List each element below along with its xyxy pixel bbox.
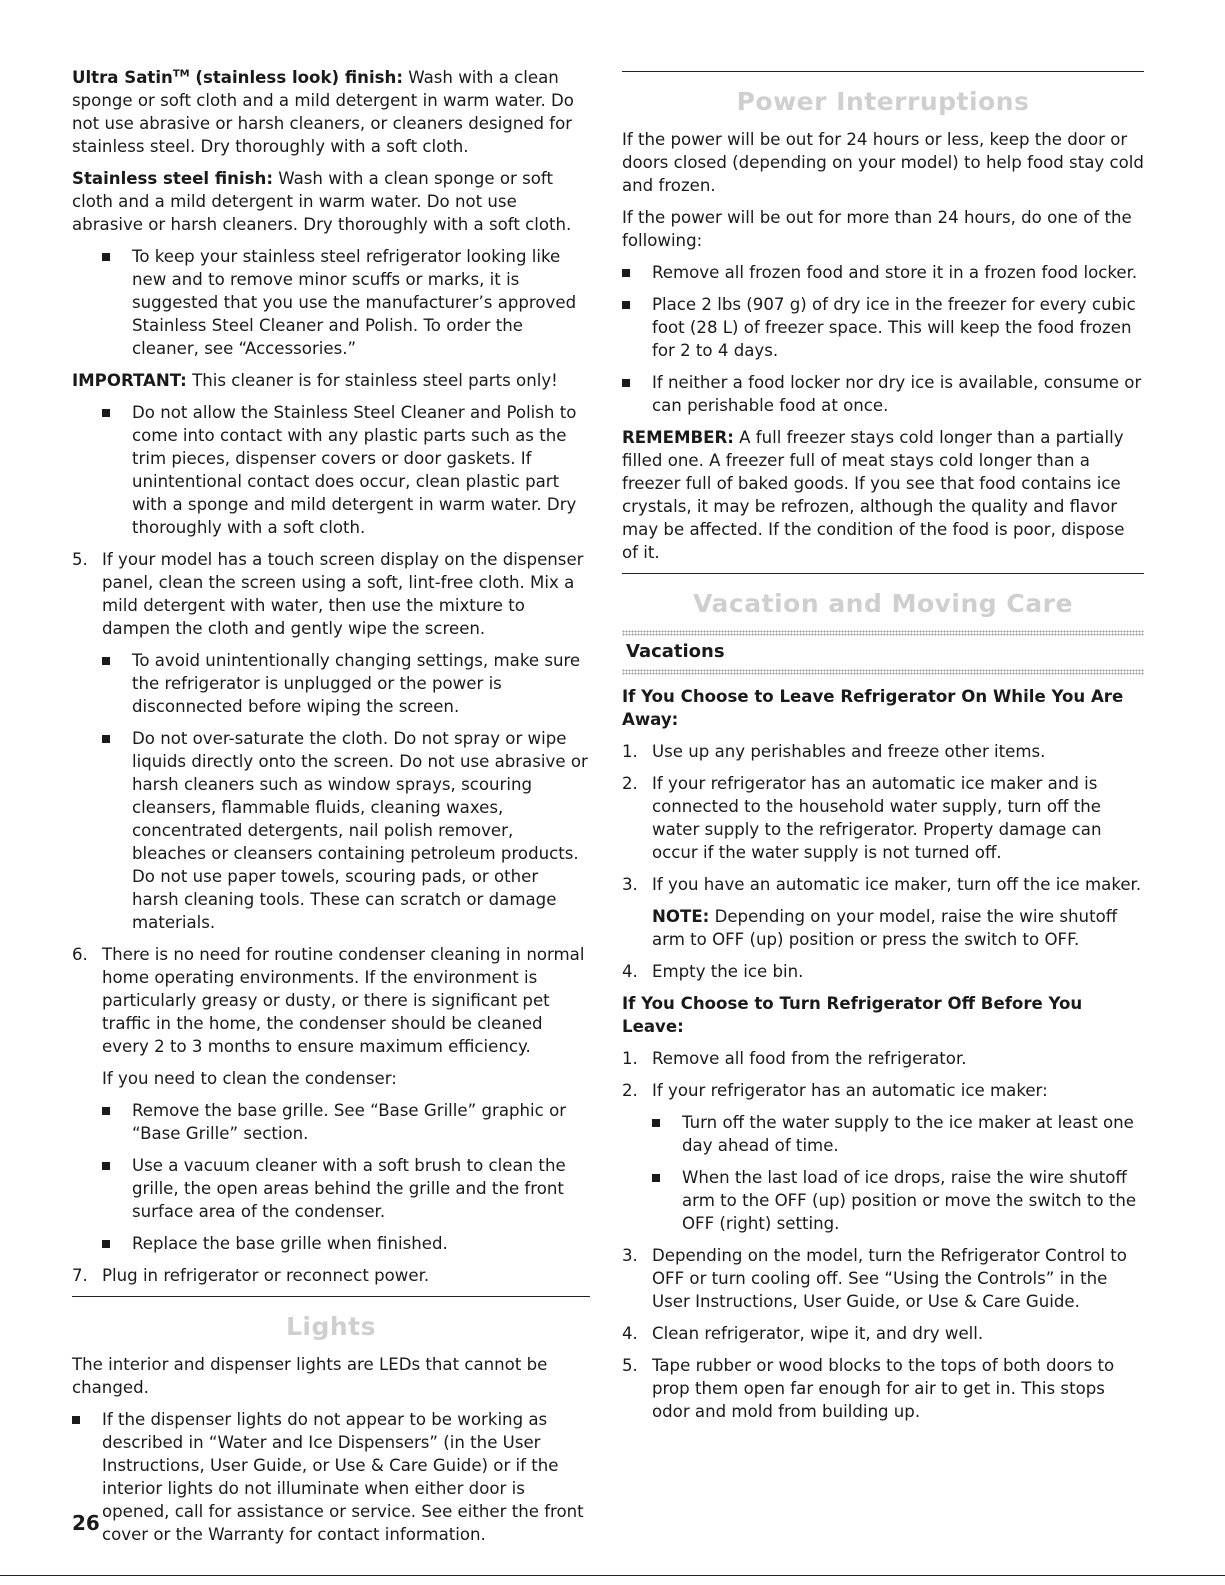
lights-paragraph: The interior and dispenser lights are LEDs that cannot be changed. xyxy=(72,1355,548,1397)
step-6: 6. There is no need for routine condenser cleaning in normal home operating environments. If the environment is particularly greasy or dusty, or there is significant pet traffic in the home, the condenser should be cleaned every 2 to 3 months to ensure maximum efficiency. If you need to clean the condenser: Remove the base grille. See “Base Grille” graphic or “Base Grille” section. Use a vacuum cleaner with a soft brush to clean the grille, the open areas behind the grille and the front surface area of the condenser. Replace the base grille when finished. xyxy=(72,943,590,1255)
list-item: 2. If your refrigerator has an automatic ice maker: Turn off the water supply to the ice maker at least one day ahead of time. When the last load of ice drops, raise the wire shutoff arm to the OFF (up) position or move the switch to the OFF (right) setting. xyxy=(622,1079,1144,1235)
ice-maker-bullets xyxy=(652,1111,1144,1235)
right-column xyxy=(622,66,1144,1432)
list-item: 2. If your refrigerator has an automatic ice maker and is connected to the household water supply, turn off the water supply to the refrigerator. Property damage can occur if the water supply is not turned off. xyxy=(622,774,1102,862)
ultra-satin-label: Ultra Satin™ (stainless look) finish: xyxy=(72,68,403,87)
remember-label: REMEMBER: xyxy=(622,428,734,447)
list-item: Replace the base grille when finished. xyxy=(102,1232,590,1255)
turn-off-heading: If You Choose to Turn Refrigerator Off Before You Leave: xyxy=(622,994,1083,1036)
leave-on-steps xyxy=(622,740,1144,983)
cleaning-steps xyxy=(72,548,590,1287)
vacation-moving-heading: Vacation and Moving Care xyxy=(693,589,1073,618)
section-divider xyxy=(622,71,1144,72)
list-item: If neither a food locker nor dry ice is available, consume or can perishable food at once. xyxy=(622,371,1144,417)
list-item: Turn off the water supply to the ice maker at least one day ahead of time. xyxy=(652,1111,1144,1157)
list-item: Remove all frozen food and store it in a frozen food locker. xyxy=(622,261,1144,284)
list-item: Place 2 lbs (907 g) of dry ice in the freezer for every cubic foot (28 L) of freezer space. This will keep the food frozen for 2 to 4 days. xyxy=(622,293,1144,362)
step-7: 7. Plug in refrigerator or reconnect power. xyxy=(72,1266,430,1285)
leave-on-heading: If You Choose to Leave Refrigerator On While You Are Away: xyxy=(622,687,1124,729)
list-item: 3. Depending on the model, turn the Refrigerator Control to OFF or turn cooling off. See “Using the Controls” in the User Instructions, User Guide, or Use & Care Guide. xyxy=(622,1246,1127,1311)
important-paragraph: IMPORTANT: This cleaner is for stainless steel parts only! xyxy=(72,371,558,390)
stainless-finish-label: Stainless steel finish: xyxy=(72,169,273,188)
important-bullets xyxy=(102,401,590,539)
important-label: IMPORTANT: xyxy=(72,371,187,390)
stainless-finish-paragraph: Stainless steel finish: Wash with a clean sponge or soft cloth and a mild detergent in warm water. Do not use abrasive or harsh cleaners. Dry thoroughly with a soft cloth. xyxy=(72,169,572,234)
lights-heading: Lights xyxy=(285,1312,377,1341)
list-item: Remove the base grille. See “Base Grille” graphic or “Base Grille” section. xyxy=(102,1099,590,1145)
lights-bullets xyxy=(72,1408,590,1546)
page-number: 26 xyxy=(72,1511,100,1535)
step-6-bullets xyxy=(102,1099,590,1255)
dotted-divider xyxy=(622,630,1144,636)
note-paragraph: NOTE: Depending on your model, raise the wire shutoff arm to OFF (up) position or press the switch to OFF. xyxy=(652,907,1118,949)
step-5: 5. If your model has a touch screen display on the dispenser panel, clean the screen using a soft, lint-free cloth. Mix a mild detergent with water, then use the mixture to dampen the cloth and gently wipe the screen. To avoid unintentionally changing settings, make sure the refrigerator is unplugged or the power is disconnected before wiping the screen. Do not over-saturate the cloth. Do not spray or wipe liquids directly onto the screen. Do not use abrasive or harsh cleaners such as window sprays, scouring cleansers, flammable fluids, cleaning waxes, concentrated detergents, nail polish remover, bleaches or cleansers containing petroleum products. Do not use paper towels, scouring pads, or other harsh cleaning tools. These can scratch or damage materials. xyxy=(72,548,590,934)
stainless-bullets xyxy=(102,245,590,360)
power-paragraph-1: If the power will be out for 24 hours or less, keep the door or doors closed (depending on your model) to help food stay cold and frozen. xyxy=(622,130,1144,195)
page-bottom-rule xyxy=(0,1575,1225,1576)
list-item: Do not over-saturate the cloth. Do not spray or wipe liquids directly onto the screen. Do not use abrasive or harsh cleaners such as window sprays, scouring cleansers, flammable fluids, cleaning waxes, concentrated detergents, nail polish remover, bleaches or cleansers containing petroleum products. Do not use paper towels, scouring pads, or other harsh cleaning tools. These can scratch or damage materials. xyxy=(102,727,590,934)
section-divider xyxy=(622,573,1144,574)
list-item: 1. Remove all food from the refrigerator. xyxy=(622,1049,967,1068)
ultra-satin-paragraph: Ultra Satin™ (stainless look) finish: Wash with a clean sponge or soft cloth and a mild detergent in warm water. Do not use abrasive or harsh cleaners, or cleaners designed for stainless steel. Dry thoroughly with a soft cloth. xyxy=(72,68,574,156)
list-item: To avoid unintentionally changing settings, make sure the refrigerator is unplugged or the power is disconnected before wiping the screen. xyxy=(102,649,590,718)
turn-off-steps xyxy=(622,1047,1144,1423)
list-item: Use a vacuum cleaner with a soft brush to clean the grille, the open areas behind the grille and the front surface area of the condenser. xyxy=(102,1154,590,1223)
list-item: If the dispenser lights do not appear to be working as described in “Water and Ice Dispensers” (in the User Instructions, User Guide, or Use & Care Guide) or if the interior lights do not illuminate when either door is opened, call for assistance or service. See either the front cover or the Warranty for contact information. xyxy=(72,1408,590,1546)
list-item: To keep your stainless steel refrigerator looking like new and to remove minor scuffs or marks, it is suggested that you use the manufacturer’s approved Stainless Steel Cleaner and Polish. To order the cleaner, see “Accessories.” xyxy=(102,245,590,360)
list-item: When the last load of ice drops, raise the wire shutoff arm to the OFF (up) position or move the switch to the OFF (right) setting. xyxy=(652,1166,1144,1235)
list-item: 3. If you have an automatic ice maker, turn off the ice maker. NOTE: Depending on your model, raise the wire shutoff arm to OFF (up) position or press the switch to OFF. xyxy=(622,873,1144,951)
power-interruptions-heading: Power Interruptions xyxy=(736,87,1030,116)
note-label: NOTE: xyxy=(652,907,710,926)
step-5-bullets xyxy=(102,649,590,934)
dotted-divider xyxy=(622,669,1144,675)
list-item: 4. Clean refrigerator, wipe it, and dry well. xyxy=(622,1324,984,1343)
list-item: Do not allow the Stainless Steel Cleaner and Polish to come into contact with any plastic parts such as the trim pieces, dispenser covers or door gaskets. If unintentional contact does occur, clean plastic part with a sponge and mild detergent in warm water. Dry thoroughly with a soft cloth. xyxy=(102,401,590,539)
remember-paragraph: REMEMBER: A full freezer stays cold longer than a partially filled one. A freezer full of meat stays cold longer than a freezer full of baked goods. If you see that food contains ice crystals, it may be refrozen, although the quality and flavor may be affected. If the condition of the food is poor, dispose of it. xyxy=(622,428,1125,562)
list-item: 5. Tape rubber or wood blocks to the tops of both doors to prop them open far enough for air to get in. This stops odor and mold from building up. xyxy=(622,1356,1115,1421)
list-item: 4. Empty the ice bin. xyxy=(622,962,804,981)
vacations-subheading: Vacations xyxy=(626,641,725,662)
section-divider xyxy=(72,1296,590,1297)
list-item: 1. Use up any perishables and freeze other items. xyxy=(622,742,1046,761)
power-bullets xyxy=(622,261,1144,417)
left-column xyxy=(72,66,590,1555)
power-paragraph-2: If the power will be out for more than 24 hours, do one of the following: xyxy=(622,208,1132,250)
